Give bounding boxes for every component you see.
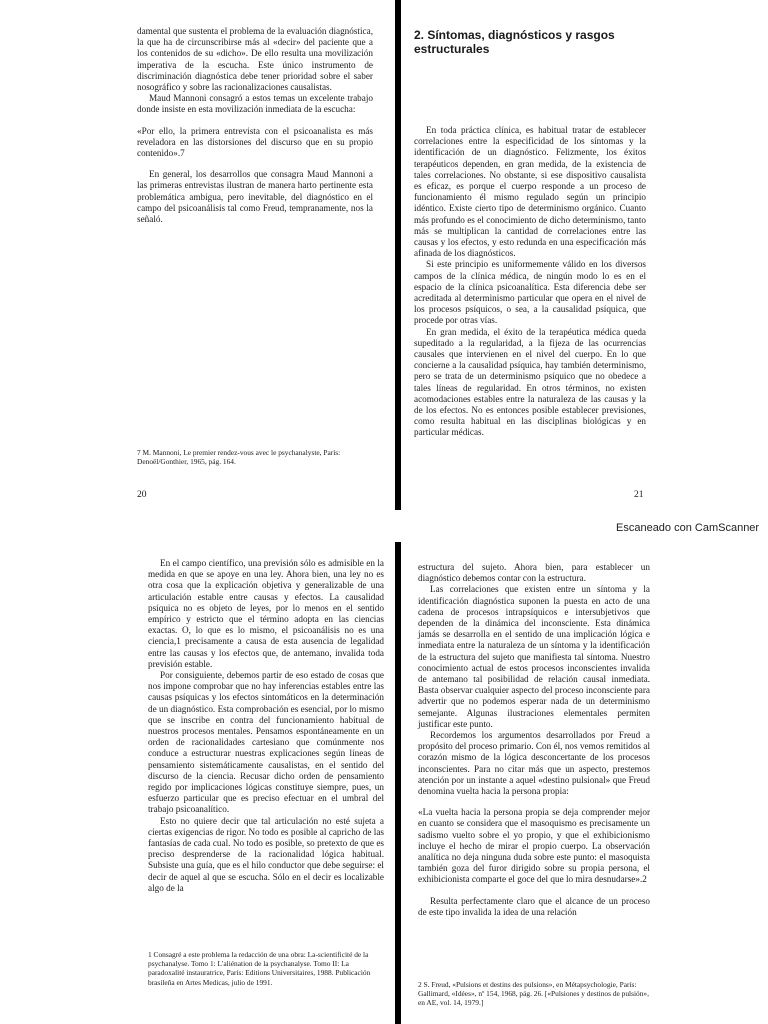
paragraph: En el campo científico, una previsión sólo es admisible en la medida en que se apoye en una ley. Ahora bien, una ley no es otra cosa que la explicación objetiva y generalizable de una articulación estable entre causas y efectos. La causalidad psíquica no es objeto de leyes, por lo menos en el sentido empírico y estricto que el término adopta en las ciencias exactas. O, lo que es lo mismo, el psicoanálisis no es una ciencia,1 precisamente a causa de esta ausencia de legalidad entre las causas y los efectos que, de antemano, invalida toda previsión estable. [148,558,384,669]
scanner-watermark: Escaneado con CamScanner [616,522,760,534]
bottom-right-footnote [418,980,650,1008]
block-quote: «Por ello, la primera entrevista con el psicoanalista es más reveladora en las distorsiones del discurso que en su propio contenido».7 [137,125,373,159]
page-gutter-divider [395,0,401,510]
paragraph: estructura del sujeto. Ahora bien, para establecer un diagnóstico debemos contar con la estructura. [418,562,650,584]
top-right-body [414,125,646,439]
paragraph: Maud Mannoni consagró a estos temas un excelente trabajo donde insiste en esta movilización inmediata de la escucha: [137,93,373,115]
block-quote: «La vuelta hacia la persona propia se deja comprender mejor en cuanto se considera que el masoquismo es precisamente un sadismo vuelto sobre el yo propio, y que el exhibicionismo incluye el hecho de mirar el propio cuerpo. La observación analítica no deja ninguna duda sobre este punto: el masoquista también goza del furor dirigido sobre su propia persona, el exhibicionista comparte el goce del que lo mira desnudarse».2 [418,807,650,885]
bottom-left-page [148,558,384,894]
top-left-footnote [137,448,373,466]
bottom-left-footnote [148,950,384,987]
footnote: 2 S. Freud, «Pulsions et destins des pulsions», en Métapsychologie, París: Gallimard, «Idées», nº 154, 1968, pág. 26. [«Pulsiones y destinos de pulsión», en AE, vol. 14, 1979.] [418,980,649,1008]
paragraph: damental que sustenta el problema de la evaluación diagnóstica, la que ha de circunscribirse más al «decir» del paciente que a los contenidos de su «dicho». De ello resulta una movilización imperativa de la escucha. Este único instrumento de discriminación diagnóstica debe tener prioridad sobre el saber nosográfico y sobre las racionalizaciones causalistas. [137,26,373,93]
footnote: 7 M. Mannoni, Le premier rendez-vous avec le psychanalyste, París: Denoël/Gonthier, 1965, pág. 164. [137,448,341,467]
top-right-page [414,28,646,56]
top-left-page [137,26,373,225]
paragraph: Recordemos los argumentos desarrollados por Freud a propósito del proceso primario. Con él, nos vemos remitidos al corazón mismo de la lógica desconcertante de los procesos inconscientes. Para no citar más que un aspecto, prestemos atención por un instante a aquel «destino pulsional» que Freud denomina vuelta hacia la persona propia: [418,730,650,797]
paragraph: Las correlaciones que existen entre un síntoma y la identificación diagnóstica suponen la puesta en acto de una cadena de procesos intrapsíquicos e intersubjetivos que dependen de la dinámica del inconsciente. Esta dinámica jamás se desarrolla en el sentido de una implicación lógica e inmediata entre la naturaleza de un síntoma y la identificación de la estructura del sujeto que manifiesta tal síntoma. Nuestro conocimiento actual de estos procesos inconscientes invalida de antemano tal posibilidad de relación causal inmediata. Basta observar cualquier aspecto del proceso inconsciente para advertir que no podemos esperar nada de un determinismo semejante. Algunas ilustraciones elementales permiten justificar este punto. [418,584,650,729]
page-number: 21 [634,490,644,500]
paragraph: Si este principio es uniformemente válido en los diversos campos de la clínica médica, de ningún modo lo es en el espacio de la clínica psicoanalítica. Esta diferencia debe ser acreditada al determinismo particular que opera en el nivel de los procesos psíquicos, o sea, a la causalidad psíquica, que procede por otras vías. [414,259,646,326]
page-gutter-divider [395,542,401,1024]
paragraph: En toda práctica clínica, es habitual tratar de establecer correlaciones entre la especificidad de los síntomas y la identificación de un diagnóstico. Felizmente, los éxitos terapéuticos dependen, en gran medida, de la existencia de tales correlaciones. No obstante, si ese dispositivo causalista es eficaz, es porque el cuerpo responde a un proceso de funcionamiento él mismo regulado según un principio idéntico. Existe cierto tipo de determinismo orgánico. Cuanto más profundo es el conocimiento de dicho determinismo, tanto más se multiplican la cantidad de correlaciones entre las causas y los efectos, y esto redunda en una especificación más afinada de los diagnósticos. [414,125,646,259]
bottom-right-page [418,562,650,918]
paragraph: En general, los desarrollos que consagra Maud Mannoni a las primeras entrevistas ilustran de manera harto pertinente esta problemática ambigua, pero inevitable, del diagnóstico en el campo del psicoanálisis tal como Freud, tempranamente, nos la señaló. [137,169,373,225]
footnote: 1 Consagré a este problema la redacción de una obra: La-scientificité de la psychanalyse. Tomo 1: L'aliénation de la psychanalyse. Tomo II: La paradoxalité instauratrice, París: Editions Universitaires, 1988. Publicación brasileña en Artes Medicas, julio de 1991. [148,950,371,987]
paragraph: En gran medida, el éxito de la terapéutica médica queda supeditado a la regularidad, a la fijeza de las ocurrencias causales que intervienen en el nivel del cuerpo. En lo que concierne a la causalidad psíquica, hay también determinismo, pero se trata de un determinismo psíquico que no obedece a tales líneas de regularidad. En otros términos, no existen acomodaciones estables entre la naturaleza de las causas y la de los efectos. No es entonces posible establecer previsiones, como resulta habitual en las disciplinas biológicas y en particular médicas. [414,326,646,438]
paragraph: Esto no quiere decir que tal articulación no esté sujeta a ciertas exigencias de rigor. No todo es posible al capricho de las fantasías de cada cual. No todo es posible, so pretexto de que es preciso desprenderse de la racionalidad lógica habitual. Subsiste una guía, que es el hilo conductor que debe seguirse: el decir de aquel al que se escucha. Sólo en el decir es localizable algo de la [148,815,384,893]
paragraph: Por consiguiente, debemos partir de eso estado de cosas que nos impone comprobar que no hay inferencias estables entre las causas psíquicas y los efectos sintomáticos en la determinación de un diagnóstico. Esta comprobación es esencial, por lo mismo que se inscribe en contra del funcionamiento habitual de nuestros procesos mentales. Pensamos espontáneamente en un orden de racionalidades cartesiano que comúnmente nos conduce a estructurar nuestras explicaciones según líneas de pensamiento sistemáticamente causalistas, en el sentido del discurso de la ciencia. Recusar dicho orden de pensamiento regido por implicaciones lógicas constituye siempre, pues, un esfuerzo particular que es preciso efectuar en el umbral del trabajo psicoanalítico. [148,670,384,815]
chapter-heading: 2. Síntomas, diagnósticos y rasgos estructurales [414,28,615,56]
paragraph: Resulta perfectamente claro que el alcance de un proceso de este tipo invalida la idea de una relación [418,895,650,917]
page-number: 20 [137,490,147,500]
